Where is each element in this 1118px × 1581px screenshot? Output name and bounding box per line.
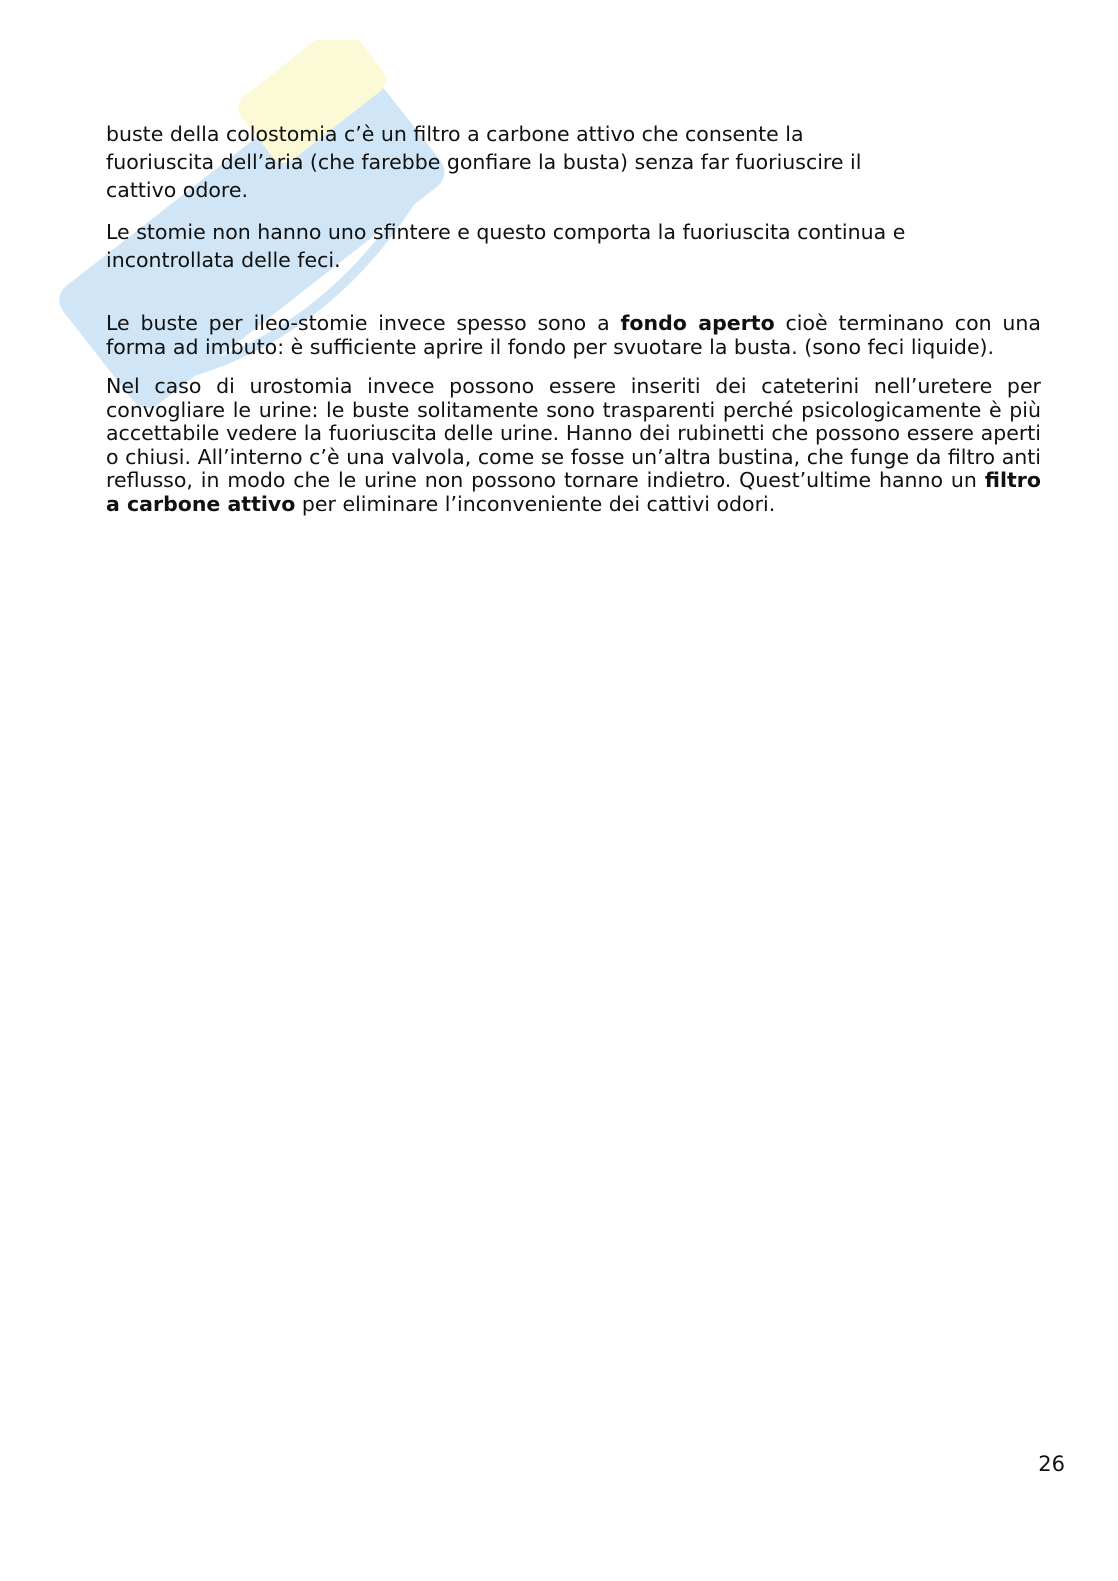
- bold-term: fondo aperto: [620, 311, 775, 335]
- text-line: fuoriuscita dell’aria (che farebbe gonfiare la busta) senza far fuoriuscire il: [106, 150, 862, 174]
- text-run: per eliminare l’inconveniente dei cattivi odori.: [295, 491, 776, 516]
- paragraph-stomie-sfintere: [106, 218, 1041, 274]
- text-line: incontrollata delle feci.: [106, 248, 341, 272]
- paragraph-urostomy: [106, 375, 1041, 516]
- text-line: buste della colostomia c’è un filtro a carbone attivo che consente la: [106, 122, 804, 146]
- document-body: [106, 120, 1041, 516]
- paragraph-colostomy-filter: [106, 120, 1041, 204]
- text-run: Le buste per ileo-stomie invece spesso sono a: [106, 311, 621, 335]
- text-run: Nel caso di urostomia invece possono essere inseriti dei cateterini nell’uretere per convogliare le urine: le buste solitamente sono trasparenti perché psicologicamente è più accettabile vedere la fuoriuscita delle urine. Hanno dei rubinetti che possono essere aperti o chiusi. All’interno c’è una valvola, come se fosse un’altra bustina, che funge da filtro anti reflusso, in modo che le urine non possono tornare indietro. Quest’ultime hanno un: [106, 374, 1041, 492]
- text-run: cioè terminano con una forma ad imbuto: è sufficiente aprire il fondo per svuotare la busta. (sono feci liquide).: [106, 311, 1041, 359]
- text-line: cattivo odore.: [106, 178, 248, 202]
- bold-term: filtro a carbone attivo: [106, 468, 1041, 516]
- text-line: Le stomie non hanno uno sfintere e questo comporta la fuoriuscita continua e: [106, 220, 906, 244]
- paragraph-ileostomy-bags: [106, 312, 1041, 359]
- page-number: 26: [1038, 1452, 1065, 1476]
